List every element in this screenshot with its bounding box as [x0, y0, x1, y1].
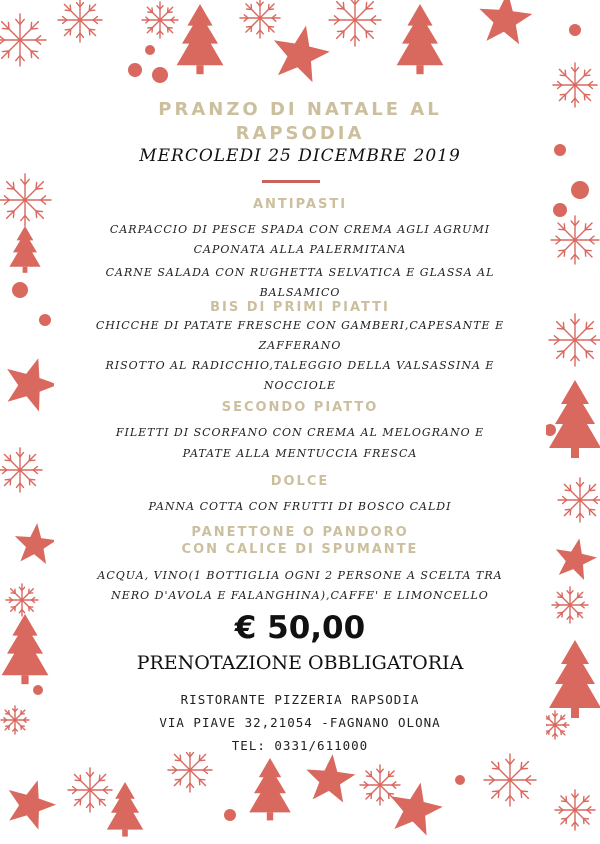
ornament-dot-icon — [224, 809, 236, 821]
snowflake-icon — [329, 0, 381, 46]
ornament-dot-icon — [152, 67, 168, 83]
ornament-dot-icon — [455, 775, 465, 785]
snowflake-icon — [555, 790, 595, 830]
ornament-dot-icon — [128, 63, 142, 77]
menu-item: ACQUA, VINO(1 BOTTIGLIA OGNI 2 PERSONE A SCELTA TRA — [97, 569, 503, 582]
star-icon — [391, 783, 443, 836]
event-date: MERCOLEDI 25 DICEMBRE 2019 — [139, 146, 461, 166]
snowflake-icon — [240, 0, 280, 38]
snowflake-icon — [168, 748, 212, 792]
menu-item: CHICCHE DI PATATE FRESCHE CON GAMBERI,CAPESANTE E — [95, 319, 505, 332]
menu-item: ZAFFERANO — [258, 339, 342, 352]
menu-item: BALSAMICO — [259, 286, 341, 299]
reservation-notice: PRENOTAZIONE OBBLIGATORIA — [136, 652, 464, 674]
christmas-tree-icon — [397, 4, 444, 74]
menu-title-line-1: PRANZO DI NATALE AL — [158, 99, 442, 120]
ornament-dot-icon — [569, 24, 581, 36]
star-icon — [9, 780, 56, 829]
section-heading-antipasti: ANTIPASTI — [252, 197, 348, 212]
title-divider — [262, 180, 320, 183]
menu-item: RISOTTO AL RADICCHIO,TALEGGIO DELLA VALSASSINA E — [105, 359, 495, 372]
christmas-tree-icon — [249, 758, 291, 820]
section-heading-dolce: DOLCE — [270, 474, 330, 489]
snowflake-icon — [0, 14, 46, 66]
restaurant-address: VIA PIAVE 32,21054 -FAGNANO OLONA — [159, 715, 441, 730]
section-heading-primi: BIS DI PRIMI PIATTI — [210, 300, 390, 315]
restaurant-phone: TEL: 0331/611000 — [231, 738, 369, 753]
snowflake-icon — [58, 0, 102, 42]
section-heading-secondo: SECONDO PIATTO — [221, 400, 379, 415]
star-icon — [306, 754, 355, 802]
star-icon — [479, 0, 532, 44]
snowflake-icon — [68, 768, 112, 812]
snowflake-icon — [484, 754, 536, 806]
snowflake-icon — [142, 2, 178, 38]
star-icon — [274, 26, 330, 83]
menu-item: NERO D'AVOLA E FALANGHINA),CAFFE' E LIMONCELLO — [111, 589, 489, 602]
restaurant-name: RISTORANTE PIZZERIA RAPSODIA — [180, 692, 420, 707]
menu-item: CAPONATA ALLA PALERMITANA — [193, 243, 407, 256]
menu-item: FILETTI DI SCORFANO CON CREMA AL MELOGRANO E — [115, 426, 485, 439]
menu-item: CARNE SALADA CON RUGHETTA SELVATICA E GLASSA AL — [105, 266, 495, 279]
menu-item: NOCCIOLE — [263, 379, 337, 392]
price: € 50,00 — [234, 610, 366, 646]
menu-title-line-2: RAPSODIA — [235, 123, 365, 144]
section-heading-spumante: CON CALICE DI SPUMANTE — [181, 542, 419, 557]
menu-item: CARPACCIO DI PESCE SPADA CON CREMA AGLI AGRUMI — [109, 223, 491, 236]
ornament-dot-icon — [145, 45, 155, 55]
christmas-tree-icon — [177, 4, 224, 74]
section-heading-panettone: PANETTONE O PANDORO — [191, 525, 409, 540]
menu-item: PANNA COTTA CON FRUTTI DI BOSCO CALDI — [148, 500, 452, 513]
menu-item: PATATE ALLA MENTUCCIA FRESCA — [182, 447, 418, 460]
